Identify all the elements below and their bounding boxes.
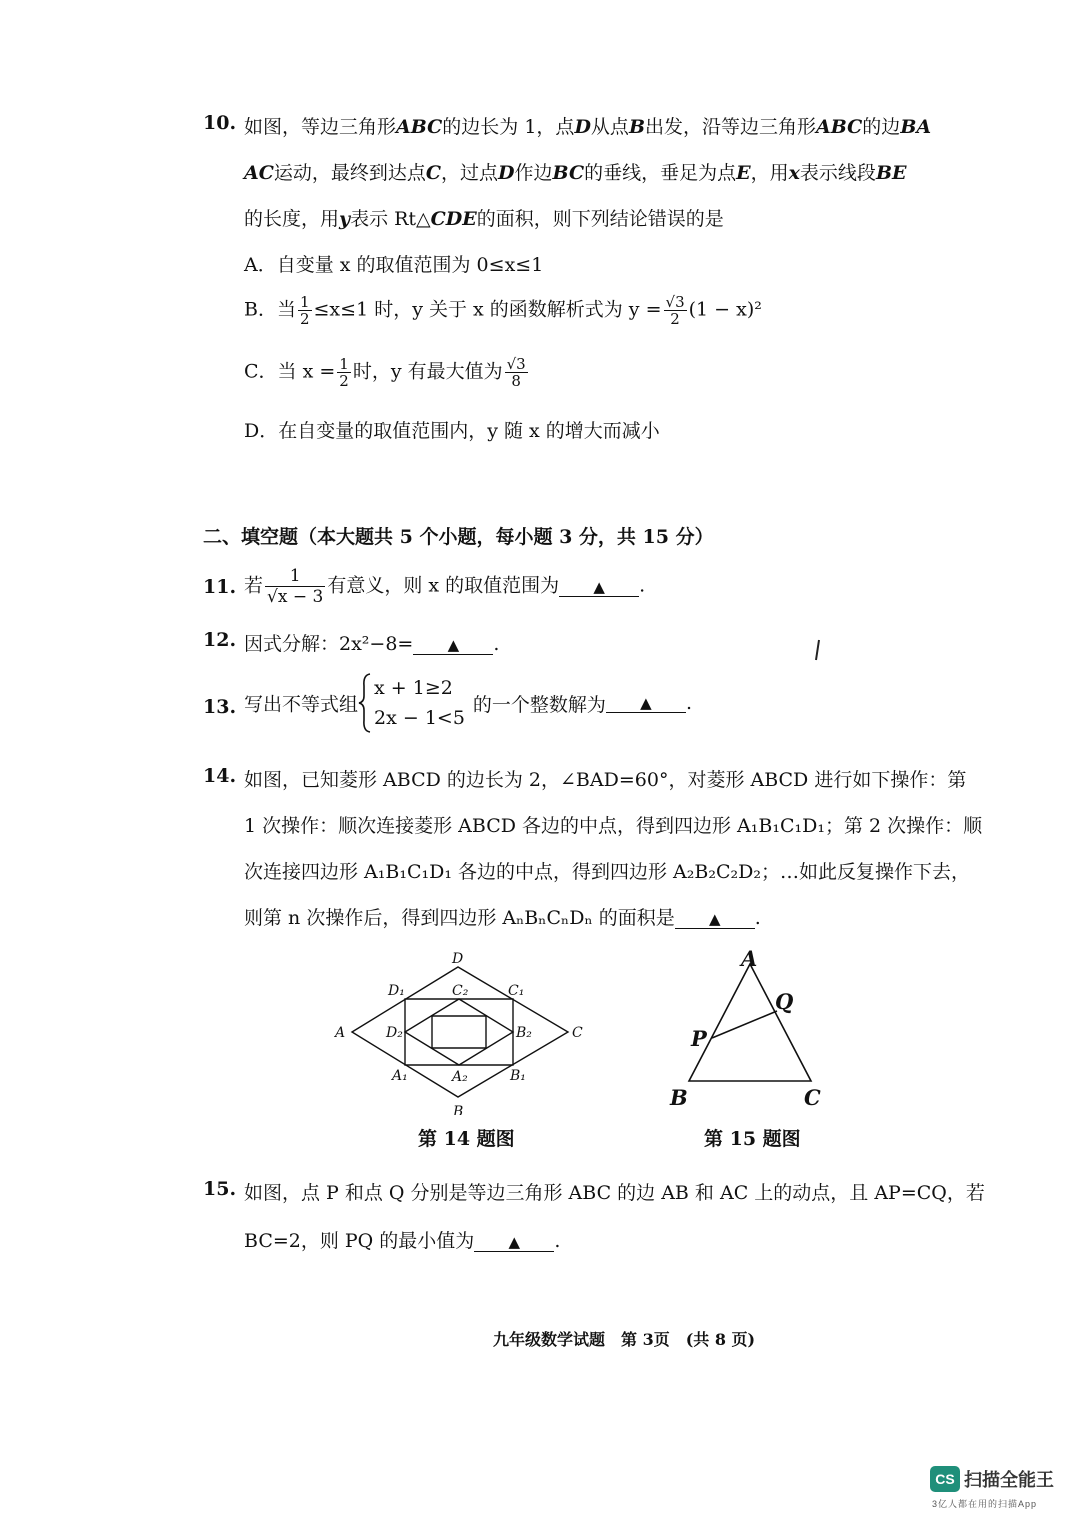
q10-number: 10. bbox=[203, 112, 237, 134]
pen-mark bbox=[812, 638, 822, 662]
segment-pq bbox=[712, 1011, 777, 1038]
q14-line1: 如图，已知菱形 ABCD 的边长为 2，∠BAD=60°，对菱形 ABCD 进行如下操作：第 bbox=[244, 769, 967, 791]
answer-blank[interactable]: ▲ bbox=[559, 578, 639, 597]
q15-line1: 如图，点 P 和点 Q 分别是等边三角形 ABC 的边 AB 和 AC 上的动点，且 AP=CQ，若 bbox=[244, 1182, 985, 1204]
brace-icon bbox=[358, 672, 372, 734]
figure-15-caption: 第 15 题图 bbox=[704, 1128, 801, 1150]
q15-number: 15. bbox=[203, 1178, 237, 1200]
scanner-app-tagline: 3亿人都在用的扫描App bbox=[932, 1499, 1038, 1509]
label-a: A bbox=[335, 1025, 346, 1041]
label-c2: C₂ bbox=[452, 983, 469, 999]
answer-blank[interactable]: ▲ bbox=[606, 694, 686, 713]
answer-blank[interactable]: ▲ bbox=[413, 636, 493, 655]
label-d2: D₂ bbox=[386, 1025, 403, 1041]
answer-blank[interactable]: ▲ bbox=[474, 1233, 554, 1252]
q10-line3: 的长度，用y表示 Rt△CDE的面积，则下列结论错误的是 bbox=[244, 208, 724, 230]
label-b: B bbox=[453, 1104, 464, 1115]
inner-rectangle bbox=[432, 1016, 486, 1048]
q11-text: 若 $\frac{1}{√x - 3}$ 有意义，则 x 的取值范围为 ▲ . bbox=[244, 566, 646, 607]
fraction: $\frac{1}{2}$ bbox=[339, 355, 349, 390]
fraction: $\frac{√3}{2}$ bbox=[665, 293, 685, 328]
fraction: $\frac{1}{√x - 3}$ bbox=[267, 566, 324, 607]
label-a: A bbox=[741, 946, 758, 971]
label-d: D bbox=[452, 951, 464, 967]
answer-blank[interactable]: ▲ bbox=[675, 910, 755, 929]
q10-line2: AC运动，最终到达点C，过点D作边BC的垂线，垂足为点E，用x表示线段BE bbox=[244, 162, 907, 184]
figure-14-rhombus bbox=[330, 945, 600, 1115]
label-q: Q bbox=[775, 989, 794, 1014]
inequality-system: x + 1≥2 2x − 1<5 bbox=[374, 677, 465, 729]
scanner-logo-icon: CS bbox=[930, 1466, 960, 1492]
q10-option-d: D．在自变量的取值范围内，y 随 x 的增大而减小 bbox=[244, 420, 660, 442]
figure-14-caption: 第 14 题图 bbox=[418, 1128, 515, 1150]
label-c1: C₁ bbox=[508, 983, 525, 999]
q11-number: 11. bbox=[203, 576, 237, 598]
label-c: C bbox=[804, 1085, 821, 1110]
q10-option-c: C．当 x = $\frac{1}{2}$ 时，y 有最大值为 $\frac{√3}{8}$ bbox=[244, 355, 526, 390]
section2-title: 二、填空题（本大题共 5 个小题，每小题 3 分，共 15 分） bbox=[203, 526, 714, 548]
fraction: $\frac{√3}{8}$ bbox=[506, 355, 526, 390]
label-b2: B₂ bbox=[516, 1025, 532, 1041]
page-footer: 九年级数学试题 第 3页 (共 8 页) bbox=[493, 1330, 756, 1349]
q10-option-b: B．当 $\frac{1}{2}$ ≤x≤1 时，y 关于 x 的函数解析式为 y = $\frac{√3}{2}$ (1 − x)² bbox=[244, 293, 762, 328]
rhombus-a2b2c2d2 bbox=[405, 999, 513, 1065]
q12-number: 12. bbox=[203, 629, 237, 651]
rectangle-a1b1c1d1 bbox=[405, 999, 513, 1065]
q10-line1: 如图，等边三角形ABC的边长为 1，点D从点B出发，沿等边三角形ABC的边BA bbox=[244, 116, 932, 138]
label-p: P bbox=[691, 1026, 707, 1051]
figure-15-triangle bbox=[660, 942, 840, 1112]
label-a1: A₁ bbox=[392, 1068, 408, 1084]
q10-option-a: A．自变量 x 的取值范围为 0≤x≤1 bbox=[244, 254, 544, 276]
q14-number: 14. bbox=[203, 765, 237, 787]
label-d1: D₁ bbox=[388, 983, 405, 999]
q15-line2: BC=2，则 PQ 的最小值为 ▲ . bbox=[244, 1230, 561, 1252]
q12-text: 因式分解：2x²−8= ▲ . bbox=[244, 633, 500, 655]
q13-number: 13. bbox=[203, 696, 237, 718]
label-b1: B₁ bbox=[510, 1068, 526, 1084]
q14-line4: 则第 n 次操作后，得到四边形 AₙBₙCₙDₙ 的面积是 ▲ . bbox=[244, 907, 761, 929]
q13-text: 写出不等式组 x + 1≥2 2x − 1<5 的一个整数解为 ▲ . bbox=[244, 672, 692, 734]
label-c: C bbox=[572, 1025, 583, 1041]
label-b: B bbox=[670, 1085, 688, 1110]
label-a2: A₂ bbox=[452, 1069, 468, 1085]
q14-line3: 次连接四边形 A₁B₁C₁D₁ 各边的中点，得到四边形 A₂B₂C₂D₂；…如此反复操作下去， bbox=[244, 861, 970, 883]
fraction: $\frac{1}{2}$ bbox=[299, 293, 310, 328]
scanner-app-name: 扫描全能王 bbox=[964, 1470, 1054, 1490]
q14-line2: 1 次操作：顺次连接菱形 ABCD 各边的中点，得到四边形 A₁B₁C₁D₁；第 2 次操作：顺 bbox=[244, 815, 983, 837]
